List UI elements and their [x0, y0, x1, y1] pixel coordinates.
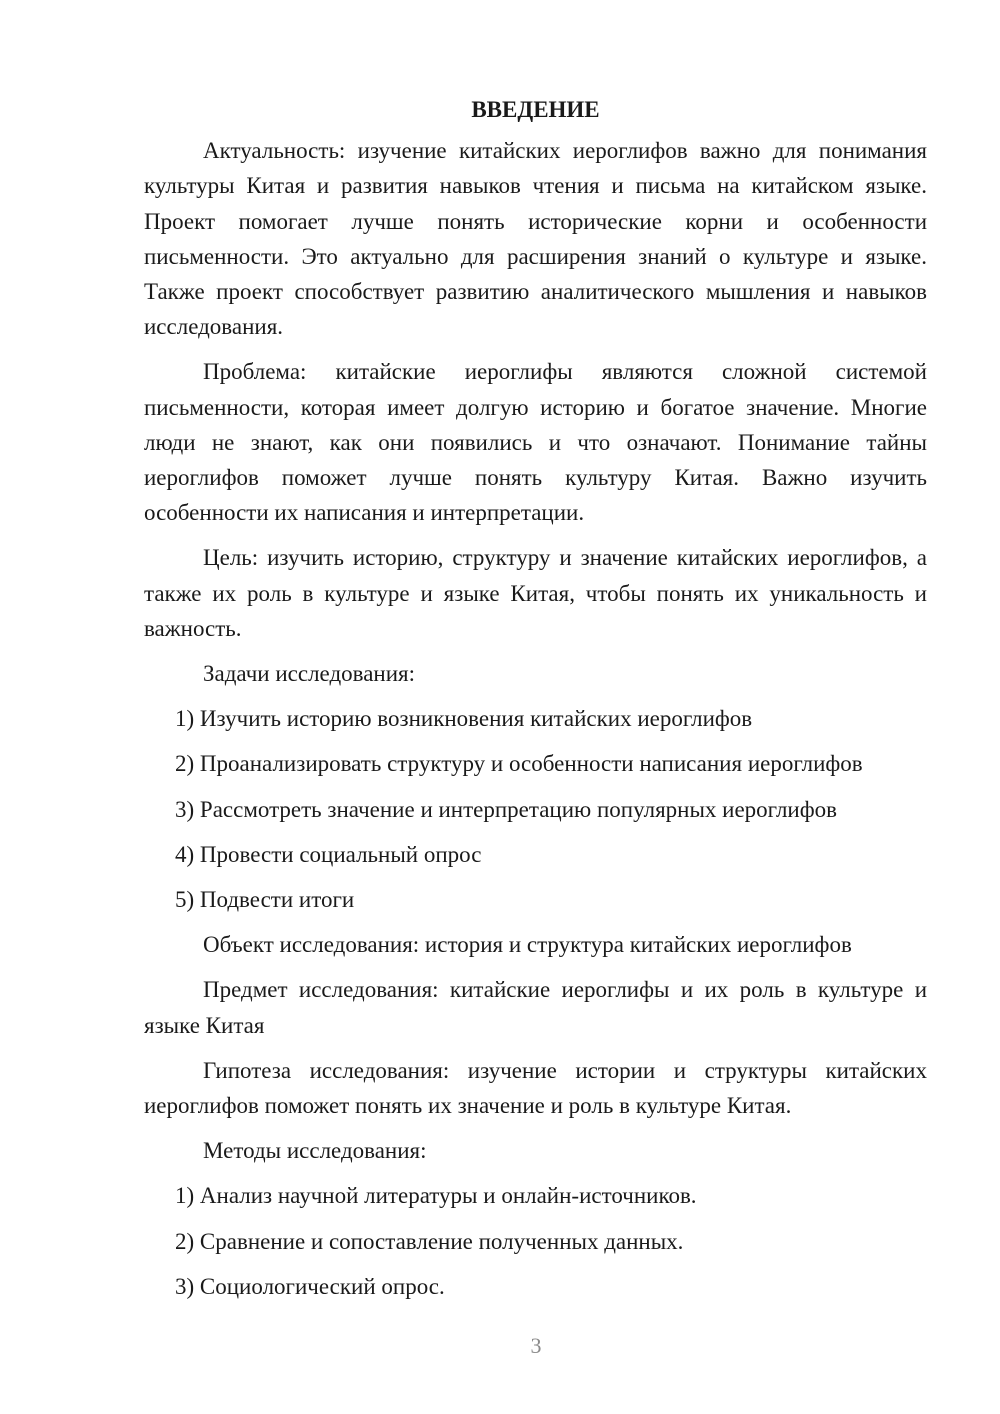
document-body [144, 92, 927, 1314]
problem-paragraph: Проблема: китайские иероглифы являются сложной системой письменности, которая имеет долгую историю и богатое значение. Многие люди не знают, как они появились и что означают. Понимание тайны иероглифов поможет лучше понять культуру Китая. Важно изучить особенности их написания и интерпретации. [144, 359, 927, 526]
subject-paragraph: Предмет исследования: китайские иероглифы и их роль в культуре и языке Китая [144, 977, 927, 1038]
list-item: 4) Провести социальный опрос [175, 841, 482, 867]
page-number: 3 [530, 1333, 542, 1358]
list-item: 3) Рассмотреть значение и интерпретацию популярных иероглифов [175, 796, 837, 822]
list-item: 1) Анализ научной литературы и онлайн-источников. [175, 1183, 697, 1209]
list-item: 3) Социологический опрос. [175, 1273, 445, 1299]
tasks-list [144, 701, 927, 917]
object-line: Объект исследования: история и структура китайских иероглифов [203, 932, 852, 958]
section-heading: ВВЕДЕНИЕ [471, 97, 600, 122]
goal-paragraph: Цель: изучить историю, структуру и значение китайских иероглифов, а также их роль в культуре и языке Китая, чтобы понять их уникальность и важность. [144, 545, 927, 641]
list-item: 1) Изучить историю возникновения китайских иероглифов [175, 706, 753, 732]
hypothesis-paragraph: Гипотеза исследования: изучение истории и структуры китайских иероглифов поможет понять их значение и роль в культуре Китая. [144, 1057, 927, 1119]
methods-list [144, 1178, 927, 1304]
relevance-paragraph: Актуальность: изучение китайских иероглифов важно для понимания культуры Китая и развития навыков чтения и письма на китайском языке. Проект помогает лучше понять исторические корни и особенности письменности. Это актуально для расширения знаний о культуре и языке. Также проект способствует развитию аналитического мышления и навыков исследования. [144, 138, 927, 340]
methods-title: Методы исследования: [203, 1138, 427, 1164]
list-item: 2) Сравнение и сопоставление полученных данных. [175, 1228, 684, 1254]
tasks-title: Задачи исследования: [203, 661, 416, 687]
list-item: 5) Подвести итоги [175, 887, 355, 913]
list-item: 2) Проанализировать структуру и особенности написания иероглифов [175, 751, 863, 777]
